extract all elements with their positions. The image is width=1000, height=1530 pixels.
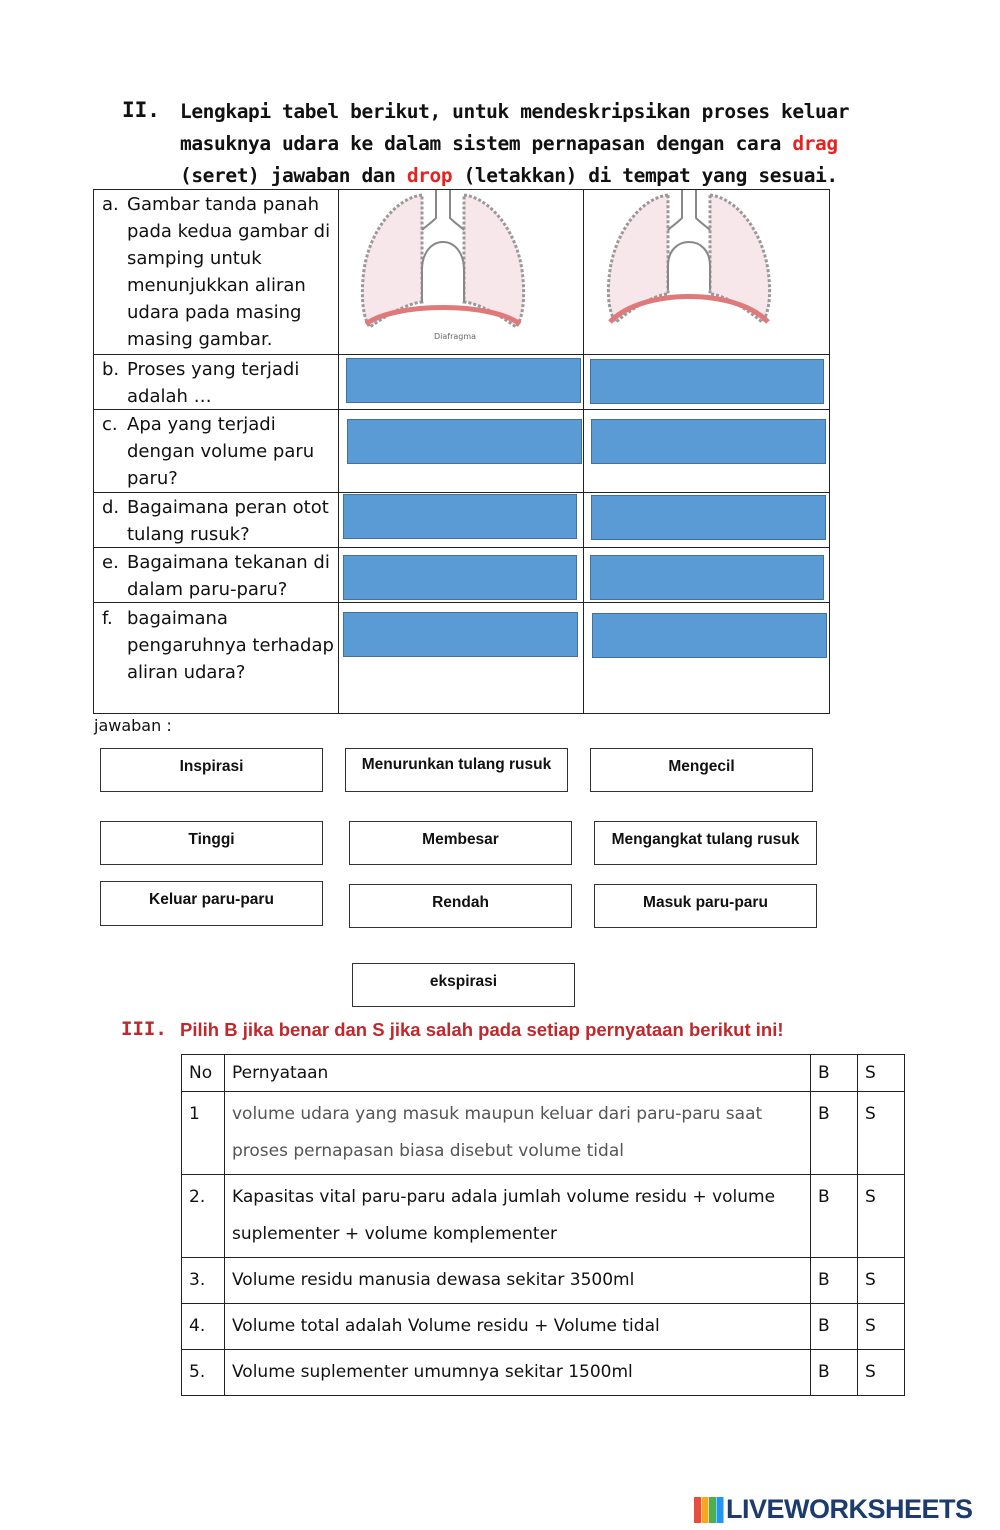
drop-word: drop [406, 164, 453, 187]
drop-zone-b-1[interactable] [346, 358, 581, 403]
option-b[interactable]: B [811, 1304, 858, 1350]
instruction-text-2: (seret) jawaban dan [180, 164, 407, 187]
row-no: 3. [182, 1258, 225, 1304]
option-s[interactable]: S [858, 1304, 905, 1350]
drag-word: drag [792, 132, 838, 155]
row-label-d: d. Bagaimana peran otot tulang rusuk? [102, 497, 329, 545]
drop-zone-d-2[interactable] [591, 495, 826, 540]
answer-tinggi[interactable]: Tinggi [100, 821, 323, 865]
row-statement: Volume total adalah Volume residu + Volume tidal [225, 1304, 811, 1350]
table-row [182, 1304, 905, 1350]
option-b[interactable]: B [811, 1175, 858, 1258]
lungs-icon [608, 190, 769, 322]
lungs-icon [362, 190, 523, 327]
answer-masuk-paru-paru[interactable]: Masuk paru-paru [594, 884, 817, 928]
section-3-instructions: Pilih B jika benar dan S jika salah pada setiap pernyataan berikut ini! [180, 1019, 784, 1040]
row-no: 5. [182, 1350, 225, 1396]
table-row [182, 1092, 905, 1175]
drop-zone-e-1[interactable] [343, 555, 577, 600]
drop-zone-e-2[interactable] [590, 555, 824, 600]
row-label-a: a. Gambar tanda panah pada kedua gambar di samping untuk menunjukkan aliran udara pada masing masing gambar. [102, 194, 331, 350]
row-no: 1 [182, 1092, 225, 1175]
table-header-row [182, 1055, 905, 1092]
diaphragm-label: Diafragma [434, 332, 477, 341]
option-b[interactable]: B [811, 1092, 858, 1175]
lungs-expiration-diagram [602, 190, 802, 345]
header-statement: Pernyataan [225, 1055, 811, 1092]
drop-zone-f-2[interactable] [592, 613, 827, 658]
row-statement: Volume suplementer umumnya sekitar 1500ml [225, 1350, 811, 1396]
drop-zone-c-1[interactable] [347, 419, 582, 464]
liveworksheets-logo-icon [694, 1497, 724, 1523]
drop-zone-c-2[interactable] [591, 419, 826, 464]
row-label-e: e. Bagaimana tekanan di dalam paru-paru? [102, 552, 330, 600]
answer-membesar[interactable]: Membesar [349, 821, 572, 865]
header-no: No [182, 1055, 225, 1092]
true-false-table [181, 1054, 905, 1396]
row-no: 4. [182, 1304, 225, 1350]
table-row [182, 1350, 905, 1396]
drop-zone-f-1[interactable] [343, 612, 578, 657]
answer-ekspirasi[interactable]: ekspirasi [352, 963, 575, 1007]
answer-inspirasi[interactable]: Inspirasi [100, 748, 323, 792]
option-b[interactable]: B [811, 1258, 858, 1304]
header-b: B [811, 1055, 858, 1092]
row-label-c: c. Apa yang terjadi dengan volume paru paru? [102, 414, 315, 489]
row-statement: Volume residu manusia dewasa sekitar 3500ml [225, 1258, 811, 1304]
table-row [182, 1175, 905, 1258]
drop-zone-b-2[interactable] [590, 359, 824, 404]
liveworksheets-logo[interactable] [694, 1494, 973, 1525]
answer-menurunkan-tulang-rusuk[interactable]: Menurunkan tulang rusuk [345, 748, 568, 792]
answer-mengecil[interactable]: Mengecil [590, 748, 813, 792]
row-statement: Kapasitas vital paru-paru adala jumlah volume residu + volume suplementer + volume komplementer [225, 1175, 811, 1258]
row-label-b: b. Proses yang terjadi adalah … [102, 359, 300, 407]
answer-keluar-paru-paru[interactable]: Keluar paru-paru [100, 881, 323, 926]
header-s: S [858, 1055, 905, 1092]
row-statement: volume udara yang masuk maupun keluar dari paru-paru saat proses pernapasan biasa disebut volume tidal [225, 1092, 811, 1175]
instruction-text-1: Lengkapi tabel berikut, untuk mendeskripsikan proses keluar masuknya udara ke dalam sistem pernapasan dengan cara [180, 100, 850, 155]
section-2-instructions [180, 96, 900, 192]
answers-label: jawaban : [94, 716, 172, 735]
section-3-number: III. [121, 1018, 167, 1040]
section-2-number: II. [122, 98, 160, 122]
instruction-text-3: (letakkan) di tempat yang sesuai. [452, 164, 838, 187]
option-s[interactable]: S [858, 1175, 905, 1258]
row-no: 2. [182, 1175, 225, 1258]
option-s[interactable]: S [858, 1258, 905, 1304]
table-row [182, 1258, 905, 1304]
answer-rendah[interactable]: Rendah [349, 884, 572, 928]
drop-zone-d-1[interactable] [343, 494, 577, 539]
lungs-inspiration-diagram [356, 190, 556, 345]
row-label-f: f. bagaimana pengaruhnya terhadap aliran udara? [102, 608, 334, 683]
option-b[interactable]: B [811, 1350, 858, 1396]
option-s[interactable]: S [858, 1350, 905, 1396]
logo-text: LIVEWORKSHEETS [726, 1494, 973, 1524]
answer-mengangkat-tulang-rusuk[interactable]: Mengangkat tulang rusuk [594, 821, 817, 865]
option-s[interactable]: S [858, 1092, 905, 1175]
